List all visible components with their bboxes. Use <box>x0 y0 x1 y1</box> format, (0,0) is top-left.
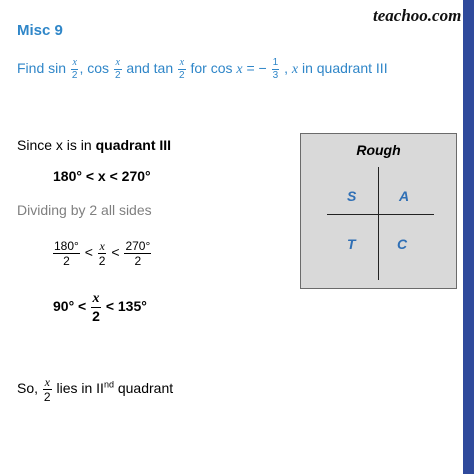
question-variable-x: x <box>291 62 299 78</box>
side-accent-bar <box>463 0 474 474</box>
ineq3-right: < 135° <box>105 298 147 315</box>
since-quadrant: quadrant III <box>95 137 172 153</box>
question-and-tan: and tan <box>122 60 174 77</box>
superscript-nd: nd <box>103 379 114 390</box>
quadrant-label-t: T <box>347 236 356 252</box>
inequality-3 <box>53 292 147 323</box>
fraction-x-over-2: $\frac{x}{2}$ <box>114 57 121 81</box>
inequality-1: 180° < x < 270° <box>53 168 151 184</box>
since-prefix: Since x is in <box>17 137 96 153</box>
axis-horizontal <box>327 214 434 215</box>
fraction-x-over-2: $\frac{x}{2}$ <box>92 291 100 324</box>
axis-vertical <box>378 167 379 280</box>
conclusion-so: So, <box>17 380 39 397</box>
fraction-x-over-2: $\frac{x}{2}$ <box>179 57 185 81</box>
dividing-text: Dividing by 2 all sides <box>17 202 152 218</box>
question-quadrant: in quadrant III <box>298 60 388 77</box>
question-text <box>17 58 388 81</box>
brand-logo: teachoo.com <box>373 6 462 25</box>
conclusion-lies: lies in II <box>52 380 104 397</box>
fraction-one-third: $\frac{1}{3}$ <box>272 57 279 81</box>
question-sep: , cos <box>79 60 110 77</box>
rough-box <box>300 133 457 289</box>
rough-title: Rough <box>356 142 401 158</box>
question-variable-x: x <box>236 62 243 78</box>
conclusion-line <box>17 376 173 403</box>
fraction-180-over-2: $\frac{180^\circ}{2}$ <box>54 239 79 268</box>
fraction-x-over-2: $\frac{x}{2}$ <box>98 239 106 268</box>
quadrant-label-s: S <box>347 188 357 204</box>
fraction-x-over-2: $\frac{x}{2}$ <box>43 375 51 404</box>
conclusion-quadrant: quadrant <box>113 380 174 397</box>
question-comma: , <box>280 60 292 77</box>
less-than: < <box>107 244 124 261</box>
question-find: Find sin <box>17 60 67 77</box>
inequality-2 <box>52 240 152 267</box>
page-title: Misc 9 <box>17 22 63 39</box>
ineq3-left: 90° < <box>53 298 87 315</box>
fraction-x-over-2: $\frac{x}{2}$ <box>71 57 78 81</box>
question-equals: = − <box>242 60 267 77</box>
fraction-270-over-2: $\frac{270^\circ}{2}$ <box>125 239 151 268</box>
since-line <box>17 137 171 153</box>
less-than: < <box>80 244 97 261</box>
question-for-cos: for cos <box>186 60 233 77</box>
quadrant-label-c: C <box>397 236 408 252</box>
quadrant-label-a: A <box>399 188 410 204</box>
